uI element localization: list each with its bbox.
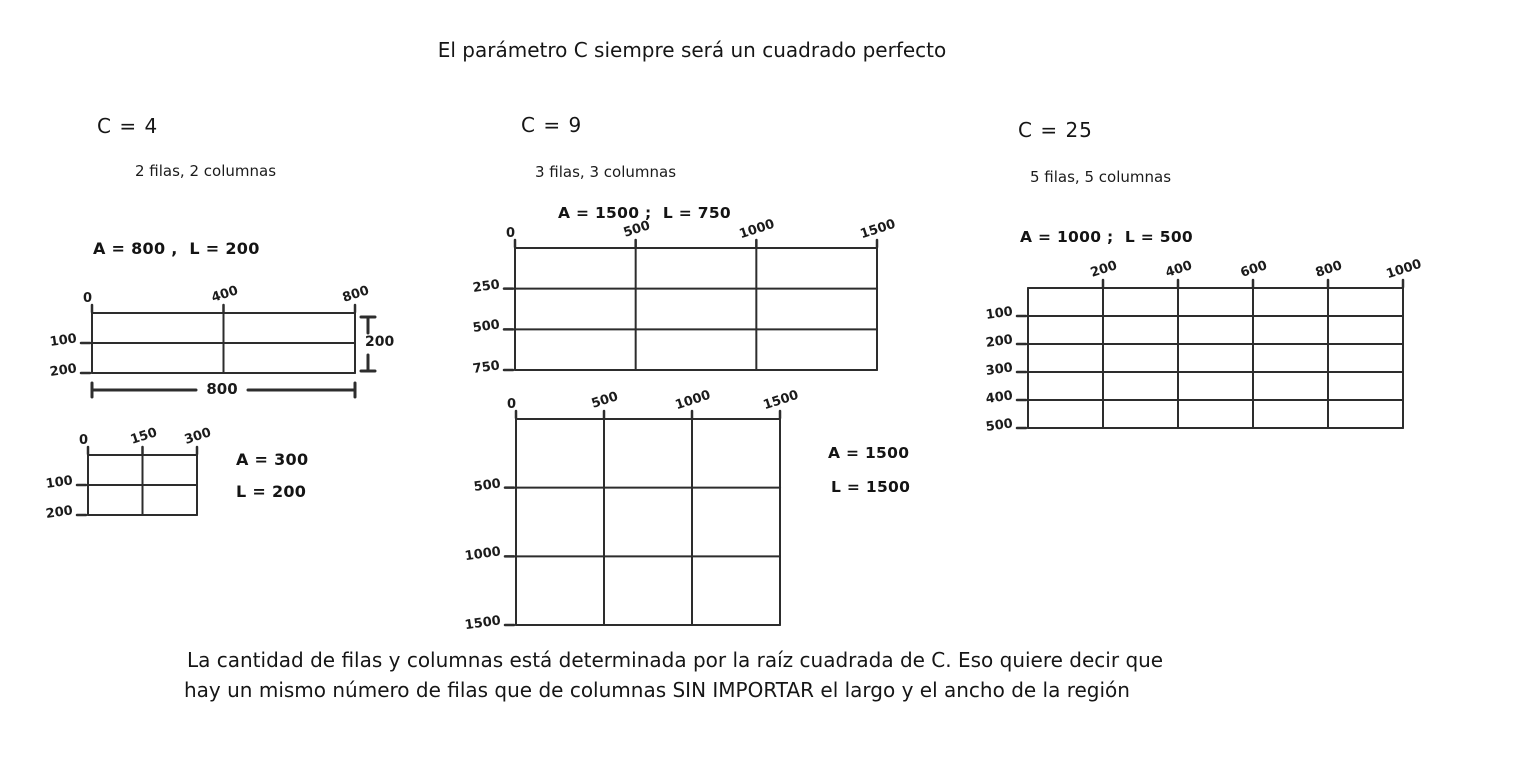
section3-rows-cols-label: 5 filas, 5 columnas <box>1030 168 1172 186</box>
section3-params-label: A = 1000 ; L = 500 <box>1020 228 1194 246</box>
section2-square-grid-area-label: A = 1500 <box>828 444 910 462</box>
footer-text-line1: La cantidad de filas y columnas está determinada por la raíz cuadrada de C. Eso quiere decir que <box>187 648 1164 672</box>
y-axis-label: 100 <box>44 473 74 492</box>
y-axis-label: 1500 <box>463 613 502 634</box>
footer-text-line2: hay un mismo número de filas que de columnas SIN IMPORTAR el largo y el ancho de la región <box>184 678 1130 702</box>
section2-square-grid-length-label: L = 1500 <box>831 478 911 496</box>
y-axis-label: 1000 <box>463 544 502 565</box>
x-axis-label: 400 <box>1163 258 1195 281</box>
y-axis-label: 100 <box>984 304 1014 323</box>
x-axis-label: 1000 <box>737 216 777 243</box>
section1-rows-cols-label: 2 filas, 2 columnas <box>135 162 277 180</box>
x-axis-label: 150 <box>128 425 159 448</box>
x-axis-label: 300 <box>182 425 214 448</box>
y-axis-label: 500 <box>472 475 502 495</box>
y-axis-label: 200 <box>44 503 74 522</box>
y-axis-label: 500 <box>984 416 1014 435</box>
x-axis-label: 800 <box>340 283 372 306</box>
x-axis-label: 0 <box>79 433 89 448</box>
x-axis-label: 0 <box>83 291 93 306</box>
x-axis-label: 1000 <box>1384 256 1424 283</box>
y-axis-label: 200 <box>48 361 78 380</box>
height-dimension-label: 200 <box>365 334 395 350</box>
section2-rows-cols-label: 3 filas, 3 columnas <box>535 163 677 181</box>
x-axis-label: 1500 <box>761 387 801 414</box>
width-dimension-label: 800 <box>206 380 238 398</box>
section1-small-grid-length-label: L = 200 <box>236 482 307 501</box>
x-axis-label: 500 <box>621 218 652 241</box>
y-axis-label: 400 <box>984 388 1014 407</box>
section1-small-grid-area-label: A = 300 <box>236 450 309 469</box>
section2-params-label: A = 1500 ; L = 750 <box>558 204 732 222</box>
x-axis-label: 200 <box>1088 258 1120 281</box>
y-axis-label: 200 <box>984 332 1014 351</box>
x-axis-label: 1000 <box>673 387 713 414</box>
x-axis-label: 600 <box>1238 258 1270 281</box>
y-axis-label: 250 <box>471 276 501 296</box>
x-axis-label: 500 <box>589 389 621 412</box>
y-axis-label: 300 <box>984 360 1014 379</box>
x-axis-label: 400 <box>209 283 240 306</box>
x-axis-label: 1500 <box>858 216 898 243</box>
y-axis-label: 750 <box>471 358 501 377</box>
x-axis-label: 0 <box>507 397 517 412</box>
section2-c-label: C = 9 <box>521 113 583 137</box>
x-axis-label: 0 <box>506 226 516 241</box>
y-axis-label: 100 <box>48 331 78 350</box>
section1-c-label: C = 4 <box>97 114 159 138</box>
page-title: El parámetro C siempre será un cuadrado perfecto <box>437 38 947 62</box>
x-axis-label: 800 <box>1313 258 1345 281</box>
section1-params-label: A = 800 , L = 200 <box>93 239 260 258</box>
section3-c-label: C = 25 <box>1018 118 1093 142</box>
y-axis-label: 500 <box>471 317 501 337</box>
